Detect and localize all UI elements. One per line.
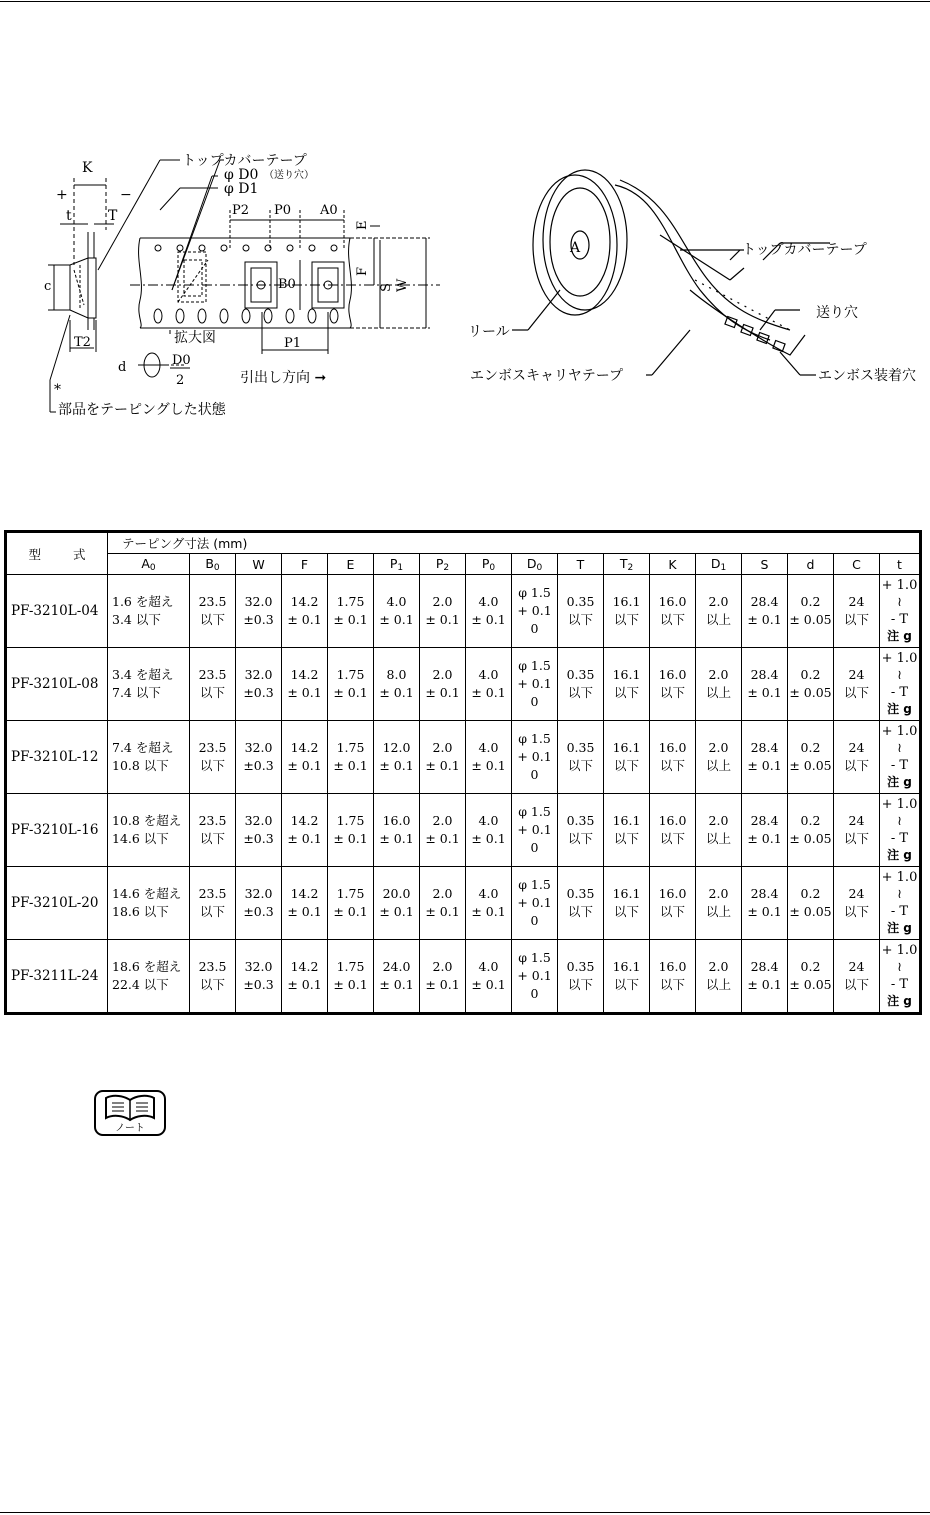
table-cell: 16.0 以下 (650, 648, 696, 721)
table-cell: + 1.0 ≀ - T 注 g (880, 648, 921, 721)
column-header: $A_0$ (108, 554, 190, 575)
label-reel: リール (468, 324, 510, 340)
label-t2: T2 (74, 335, 91, 350)
table-cell: 32.0 ±0.3 (236, 721, 282, 794)
top-rule (0, 1, 930, 2)
table-cell: 24 以下 (834, 867, 880, 940)
table-cell: 4.0 ± 0.1 (466, 940, 512, 1014)
table-cell: 1.75 ± 0.1 (328, 575, 374, 648)
column-header: E (328, 554, 374, 575)
table-cell: 24 以下 (834, 575, 880, 648)
table-cell: 0.35 以下 (558, 794, 604, 867)
column-header: $P_1$ (374, 554, 420, 575)
table-cell: 4.0 ± 0.1 (466, 867, 512, 940)
table-row (6, 575, 921, 648)
table-cell: 16.1 以下 (604, 794, 650, 867)
table-cell: PF-3210L-04 (6, 575, 108, 648)
table-cell: 16.1 以下 (604, 721, 650, 794)
table-cell: 14.2 ± 0.1 (282, 721, 328, 794)
table-cell: PF-3210L-12 (6, 721, 108, 794)
table-cell: 16.0 以下 (650, 575, 696, 648)
table-cell: PF-3210L-16 (6, 794, 108, 867)
table-cell: 14.2 ± 0.1 (282, 575, 328, 648)
column-header: T (558, 554, 604, 575)
label-d0-note: （送り穴） (264, 170, 314, 181)
table-cell: 0.35 以下 (558, 867, 604, 940)
label-reel-mark: A (570, 240, 581, 256)
cross-section (48, 160, 180, 412)
label-feed-hole: 送り穴 (816, 305, 858, 321)
label-asterisk: * (54, 382, 61, 398)
table-cell: 1.75 ± 0.1 (328, 648, 374, 721)
table-cell: 14.2 ± 0.1 (282, 794, 328, 867)
model-header: 型 式 (6, 532, 108, 575)
label-top-cover-tape-2: トップカバーテープ (742, 242, 867, 258)
table-cell: 28.4 ± 0.1 (742, 648, 788, 721)
label-plus: + (56, 187, 68, 203)
table-cell: 4.0 ± 0.1 (466, 721, 512, 794)
table-cell: 28.4 ± 0.1 (742, 867, 788, 940)
table-cell: 23.5 以下 (190, 867, 236, 940)
label-c: c (44, 279, 52, 294)
label-f: F (355, 266, 370, 276)
table-cell: 2.0 以上 (696, 721, 742, 794)
table-cell: 2.0 ± 0.1 (420, 867, 466, 940)
table-cell: 16.0 以下 (650, 794, 696, 867)
table-cell: 32.0 ±0.3 (236, 794, 282, 867)
table-cell: 24 以下 (834, 721, 880, 794)
table-cell: 2.0 以上 (696, 940, 742, 1014)
table-cell: φ 1.5 + 0.1 0 (512, 794, 558, 867)
table-cell: 23.5 以下 (190, 940, 236, 1014)
table-cell: 16.0 以下 (650, 721, 696, 794)
table-cell: 1.75 ± 0.1 (328, 940, 374, 1014)
table-cell: 14.2 ± 0.1 (282, 867, 328, 940)
table-cell: 4.0 ± 0.1 (466, 794, 512, 867)
table-cell: 2.0 ± 0.1 (420, 794, 466, 867)
table-cell: + 1.0 ≀ - T 注 g (880, 940, 921, 1014)
note-book-icon (94, 1090, 166, 1136)
table-cell: 16.0 ± 0.1 (374, 794, 420, 867)
label-k: K (82, 160, 93, 176)
table-cell: 1.75 ± 0.1 (328, 721, 374, 794)
label-top-cover-tape: トップカバーテープ (182, 153, 307, 169)
table-cell: 2.0 ± 0.1 (420, 575, 466, 648)
label-emboss-carrier: エンボスキャリヤテープ (470, 368, 624, 384)
column-header: K (650, 554, 696, 575)
label-t-lower: t (66, 208, 72, 224)
table-cell: 32.0 ±0.3 (236, 648, 282, 721)
table-cell: 0.2 ± 0.05 (788, 940, 834, 1014)
table-cell: 12.0 ± 0.1 (374, 721, 420, 794)
label-w: W (395, 278, 410, 292)
table-cell: 18.6 を超え 22.4 以下 (108, 940, 190, 1014)
table-cell: 1.75 ± 0.1 (328, 867, 374, 940)
table-cell: 28.4 ± 0.1 (742, 575, 788, 648)
table-cell: 0.35 以下 (558, 940, 604, 1014)
label-s: S (379, 283, 394, 292)
table-cell: 16.1 以下 (604, 940, 650, 1014)
table-cell: 23.5 以下 (190, 648, 236, 721)
table-cell: φ 1.5 + 0.1 0 (512, 575, 558, 648)
table-cell: φ 1.5 + 0.1 0 (512, 867, 558, 940)
column-header: $P_2$ (420, 554, 466, 575)
table-cell: 4.0 ± 0.1 (374, 575, 420, 648)
table-cell: 23.5 以下 (190, 575, 236, 648)
table-cell: 16.0 以下 (650, 867, 696, 940)
label-d0-half-num: D0 (172, 353, 191, 368)
table-cell: 2.0 ± 0.1 (420, 721, 466, 794)
taping-dimension-table (4, 530, 922, 1015)
label-pull-direction: 引出し方向 ➞ (240, 370, 327, 386)
table-cell: 0.35 以下 (558, 721, 604, 794)
table-cell: 2.0 以上 (696, 867, 742, 940)
table-cell: 32.0 ±0.3 (236, 575, 282, 648)
table-cell: 7.4 を超え 10.8 以下 (108, 721, 190, 794)
table-row (6, 867, 921, 940)
label-t-upper: T (108, 208, 118, 224)
column-header: $P_0$ (466, 554, 512, 575)
column-header: W (236, 554, 282, 575)
table-cell: + 1.0 ≀ - T 注 g (880, 721, 921, 794)
label-emboss-hole: エンボス装着穴 (818, 368, 916, 384)
column-header: C (834, 554, 880, 575)
table-cell: 2.0 ± 0.1 (420, 648, 466, 721)
table-row (6, 648, 921, 721)
label-minus: − (120, 187, 132, 203)
table-cell: + 1.0 ≀ - T 注 g (880, 575, 921, 648)
table-row (6, 940, 921, 1014)
label-p0: P0 (274, 203, 292, 218)
table-cell: 2.0 以上 (696, 794, 742, 867)
table-cell: 4.0 ± 0.1 (466, 648, 512, 721)
table-cell: 14.2 ± 0.1 (282, 940, 328, 1014)
table-row (6, 721, 921, 794)
table-cell: 4.0 ± 0.1 (466, 575, 512, 648)
table-cell: 2.0 ± 0.1 (420, 940, 466, 1014)
column-header: $B_0$ (190, 554, 236, 575)
table-cell: 8.0 ± 0.1 (374, 648, 420, 721)
label-p1: P1 (284, 336, 302, 351)
bottom-rule (0, 1512, 930, 1513)
table-cell: 2.0 以上 (696, 575, 742, 648)
table-cell: 16.1 以下 (604, 648, 650, 721)
table-cell: 23.5 以下 (190, 794, 236, 867)
table-cell: 32.0 ±0.3 (236, 940, 282, 1014)
table-cell: 24 以下 (834, 794, 880, 867)
table-cell: 32.0 ±0.3 (236, 867, 282, 940)
column-header: t (880, 554, 921, 575)
table-cell: 2.0 以上 (696, 648, 742, 721)
table-cell: + 1.0 ≀ - T 注 g (880, 867, 921, 940)
sprocket-holes (154, 245, 338, 323)
label-d0-half-den: 2 (176, 373, 185, 388)
reel-illustration (512, 170, 830, 375)
label-enlarged: 拡大図 (174, 330, 216, 346)
column-header: $T_2$ (604, 554, 650, 575)
table-cell: φ 1.5 + 0.1 0 (512, 648, 558, 721)
table-cell: 20.0 ± 0.1 (374, 867, 420, 940)
table-cell: 0.35 以下 (558, 575, 604, 648)
table-cell: 3.4 を超え 7.4 以下 (108, 648, 190, 721)
table-cell: 24 以下 (834, 648, 880, 721)
taping-diagram (40, 140, 920, 430)
table-cell: 0.2 ± 0.05 (788, 648, 834, 721)
table-cell: 16.1 以下 (604, 867, 650, 940)
label-d-small: d (118, 360, 127, 375)
taping-dimension-header: テーピング寸法 (mm) (108, 532, 921, 554)
label-b0: B0 (278, 277, 296, 292)
label-a0: A0 (320, 203, 338, 218)
label-taped-state: 部品をテーピングした状態 (58, 402, 226, 418)
table-cell: 10.8 を超え 14.6 以下 (108, 794, 190, 867)
column-header: F (282, 554, 328, 575)
table-cell: φ 1.5 + 0.1 0 (512, 721, 558, 794)
label-e: E (355, 220, 370, 230)
label-d0: φ D0 (224, 167, 259, 183)
table-cell: 16.0 以下 (650, 940, 696, 1014)
table-cell: 0.2 ± 0.05 (788, 867, 834, 940)
column-header: d (788, 554, 834, 575)
table-cell: 16.1 以下 (604, 575, 650, 648)
table-cell: 0.2 ± 0.05 (788, 721, 834, 794)
table-cell: 28.4 ± 0.1 (742, 794, 788, 867)
table-cell: 24.0 ± 0.1 (374, 940, 420, 1014)
note-icon-label: ノート (115, 1123, 145, 1134)
table-cell: 0.2 ± 0.05 (788, 794, 834, 867)
table-cell: PF-3211L-24 (6, 940, 108, 1014)
table-cell: 14.2 ± 0.1 (282, 648, 328, 721)
column-header: S (742, 554, 788, 575)
table-cell: 0.35 以下 (558, 648, 604, 721)
table-cell: + 1.0 ≀ - T 注 g (880, 794, 921, 867)
table-cell: 23.5 以下 (190, 721, 236, 794)
table-cell: 14.6 を超え 18.6 以下 (108, 867, 190, 940)
table-cell: 28.4 ± 0.1 (742, 721, 788, 794)
table-cell: PF-3210L-20 (6, 867, 108, 940)
table-row (6, 794, 921, 867)
table-body (6, 575, 921, 1014)
table-cell: φ 1.5 + 0.1 0 (512, 940, 558, 1014)
table-cell: 24 以下 (834, 940, 880, 1014)
table-cell: 28.4 ± 0.1 (742, 940, 788, 1014)
column-header: $D_0$ (512, 554, 558, 575)
table-cell: 0.2 ± 0.05 (788, 575, 834, 648)
column-header: $D_1$ (696, 554, 742, 575)
table-cell: 1.75 ± 0.1 (328, 794, 374, 867)
label-p2: P2 (232, 203, 250, 218)
table-cell: 1.6 を超え 3.4 以下 (108, 575, 190, 648)
column-header-row (6, 554, 921, 575)
table-cell: PF-3210L-08 (6, 648, 108, 721)
label-d1: φ D1 (224, 181, 259, 197)
